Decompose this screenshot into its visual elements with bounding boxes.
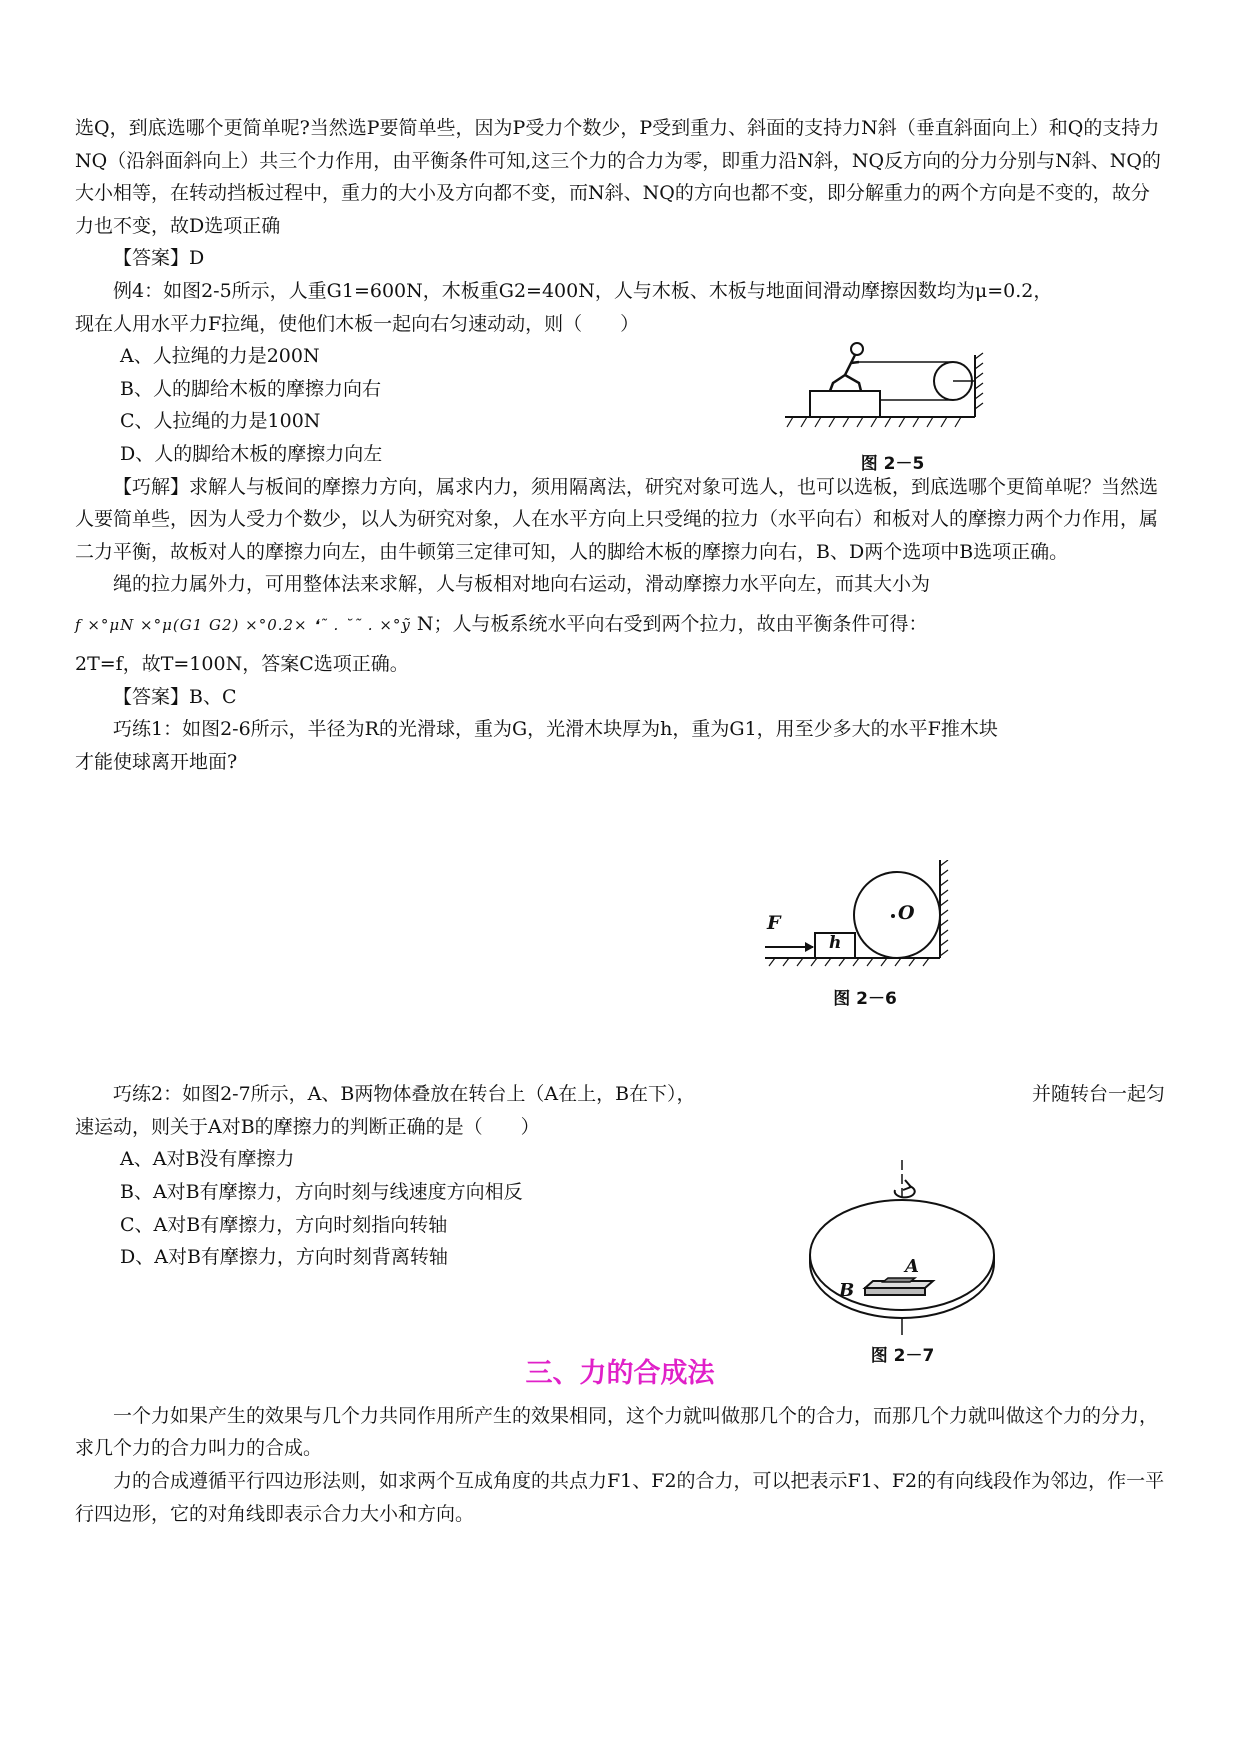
- example4-option-d: D、人的脚给木板的摩擦力向左: [120, 442, 383, 465]
- figure-2-5: [785, 335, 1000, 474]
- solution-para2: 绳的拉力属外力，可用整体法来求解，人与板相对地向右运动，滑动摩擦力水平向左，而其大小为: [113, 573, 931, 596]
- solution-para3: 2T=f，故T=100N，答案C选项正确。: [75, 652, 409, 675]
- label-f: F: [767, 912, 781, 934]
- answer-1: 【答案】D: [113, 247, 205, 270]
- practice2-text-left: 巧练2：如图2-7所示，A、B两物体叠放在转台上（A在上，B在下），: [113, 1083, 696, 1106]
- figure-2-7: [805, 1160, 1000, 1366]
- example4-question-line2: 现在人用水平力F拉绳，使他们木板一起向右匀速动动，则（ ）: [75, 312, 640, 335]
- example4-option-b: B、人的脚给木板的摩擦力向右: [120, 377, 381, 400]
- figure-2-5-drawing: [785, 335, 1000, 445]
- paragraph-continuation: 选Q，到底选哪个更简单呢?当然选P要简单些，因为P受力个数少，P受到重力、斜面的支持力N斜（垂直斜面向上）和Q的支持力NQ（沿斜面斜向上）共三个力作用，由平衡条件可知,这三个力的合力为零，即重力沿N斜，NQ反方向的分力分别与N斜、NQ的大小相等，在转动挡板过程中，重力的大小及方向都不变，而N斜、NQ的方向也都不变，即分解重力的两个方向是不变的，故分力也不变，故D选项正确: [75, 117, 1161, 237]
- practice2-option-b: B、A对B有摩擦力，方向时刻与线速度方向相反: [120, 1181, 523, 1204]
- label-o: O: [898, 902, 915, 924]
- solution-formula-line: [75, 601, 1165, 648]
- label-h: h: [829, 933, 842, 953]
- figure-2-7-caption: 图 2－7: [870, 1346, 935, 1366]
- practice1-line1: 巧练1：如图2-6所示，半径为R的光滑球，重为G，光滑木块厚为h，重为G1，用至少多大的水平F推木块: [113, 718, 998, 741]
- practice2-option-c: C、A对B有摩擦力，方向时刻指向转轴: [120, 1213, 448, 1236]
- figure-2-7-drawing: [805, 1160, 1000, 1335]
- example4-option-a: A、人拉绳的力是200N: [120, 345, 320, 368]
- label-b: B: [839, 1280, 855, 1301]
- practice2-option-d: D、A对B有摩擦力，方向时刻背离转轴: [120, 1246, 448, 1269]
- answer-2: 【答案】B、C: [113, 685, 237, 708]
- section-para2: 力的合成遵循平行四边形法则，如求两个互成角度的共点力F1、F2的合力，可以把表示F1、F2的有向线段作为邻边，作一平行四边形，它的对角线即表示合力大小和方向。: [75, 1470, 1165, 1525]
- formula-tail: N；人与板系统水平向右受到两个拉力，故由平衡条件可得：: [410, 612, 928, 635]
- example4-option-c: C、人拉绳的力是100N: [120, 410, 321, 433]
- label-a: A: [905, 1256, 919, 1277]
- practice1-line2: 才能使球离开地面?: [75, 750, 238, 773]
- solution-para1: 【巧解】求解人与板间的摩擦力方向，属求内力，须用隔离法，研究对象可选人，也可以选板，到底选哪个更简单呢？当然选人要简单些，因为人受力个数少，以人为研究对象，人在水平方向上只受绳的拉力（水平向右）和板对人的摩擦力两个力作用，属二力平衡，故板对人的摩擦力向左，由牛顿第三定律可知，人的脚给木板的摩擦力向右，B、D两个选项中B选项正确。: [75, 475, 1159, 563]
- section-heading: 三、力的合成法: [525, 1357, 715, 1389]
- figure-2-5-caption: 图 2－5: [860, 454, 925, 474]
- figure-space: [75, 778, 1165, 1078]
- document-page: [75, 112, 1165, 1530]
- figure-2-6-drawing: [765, 860, 965, 970]
- figure-2-6: [765, 860, 965, 1009]
- friction-formula: f ×°μN ×°μ(G1 G2) ×°0.2× ❛˜ . ˘˜ . ×°ỹ: [75, 615, 411, 634]
- example4-question-line1: 例4：如图2-5所示，人重G1=600N，木板重G2=400N，人与木板、木板与地面间滑动摩擦因数均为μ=0.2，: [113, 279, 1053, 302]
- practice2-line2: 速运动，则关于A对B的摩擦力的判断正确的是（ ）: [75, 1115, 540, 1138]
- practice2-text-right: 并随转台一起匀: [1031, 1083, 1165, 1106]
- section-para1: 一个力如果产生的效果与几个力共同作用所产生的效果相同，这个力就叫做那几个的合力，而那几个力就叫做这个力的分力，求几个力的合力叫力的合成。: [75, 1404, 1159, 1460]
- figure-2-6-caption: 图 2－6: [833, 989, 897, 1009]
- practice2-option-a: A、A对B没有摩擦力: [120, 1148, 295, 1171]
- practice2-line1: [75, 1078, 1165, 1111]
